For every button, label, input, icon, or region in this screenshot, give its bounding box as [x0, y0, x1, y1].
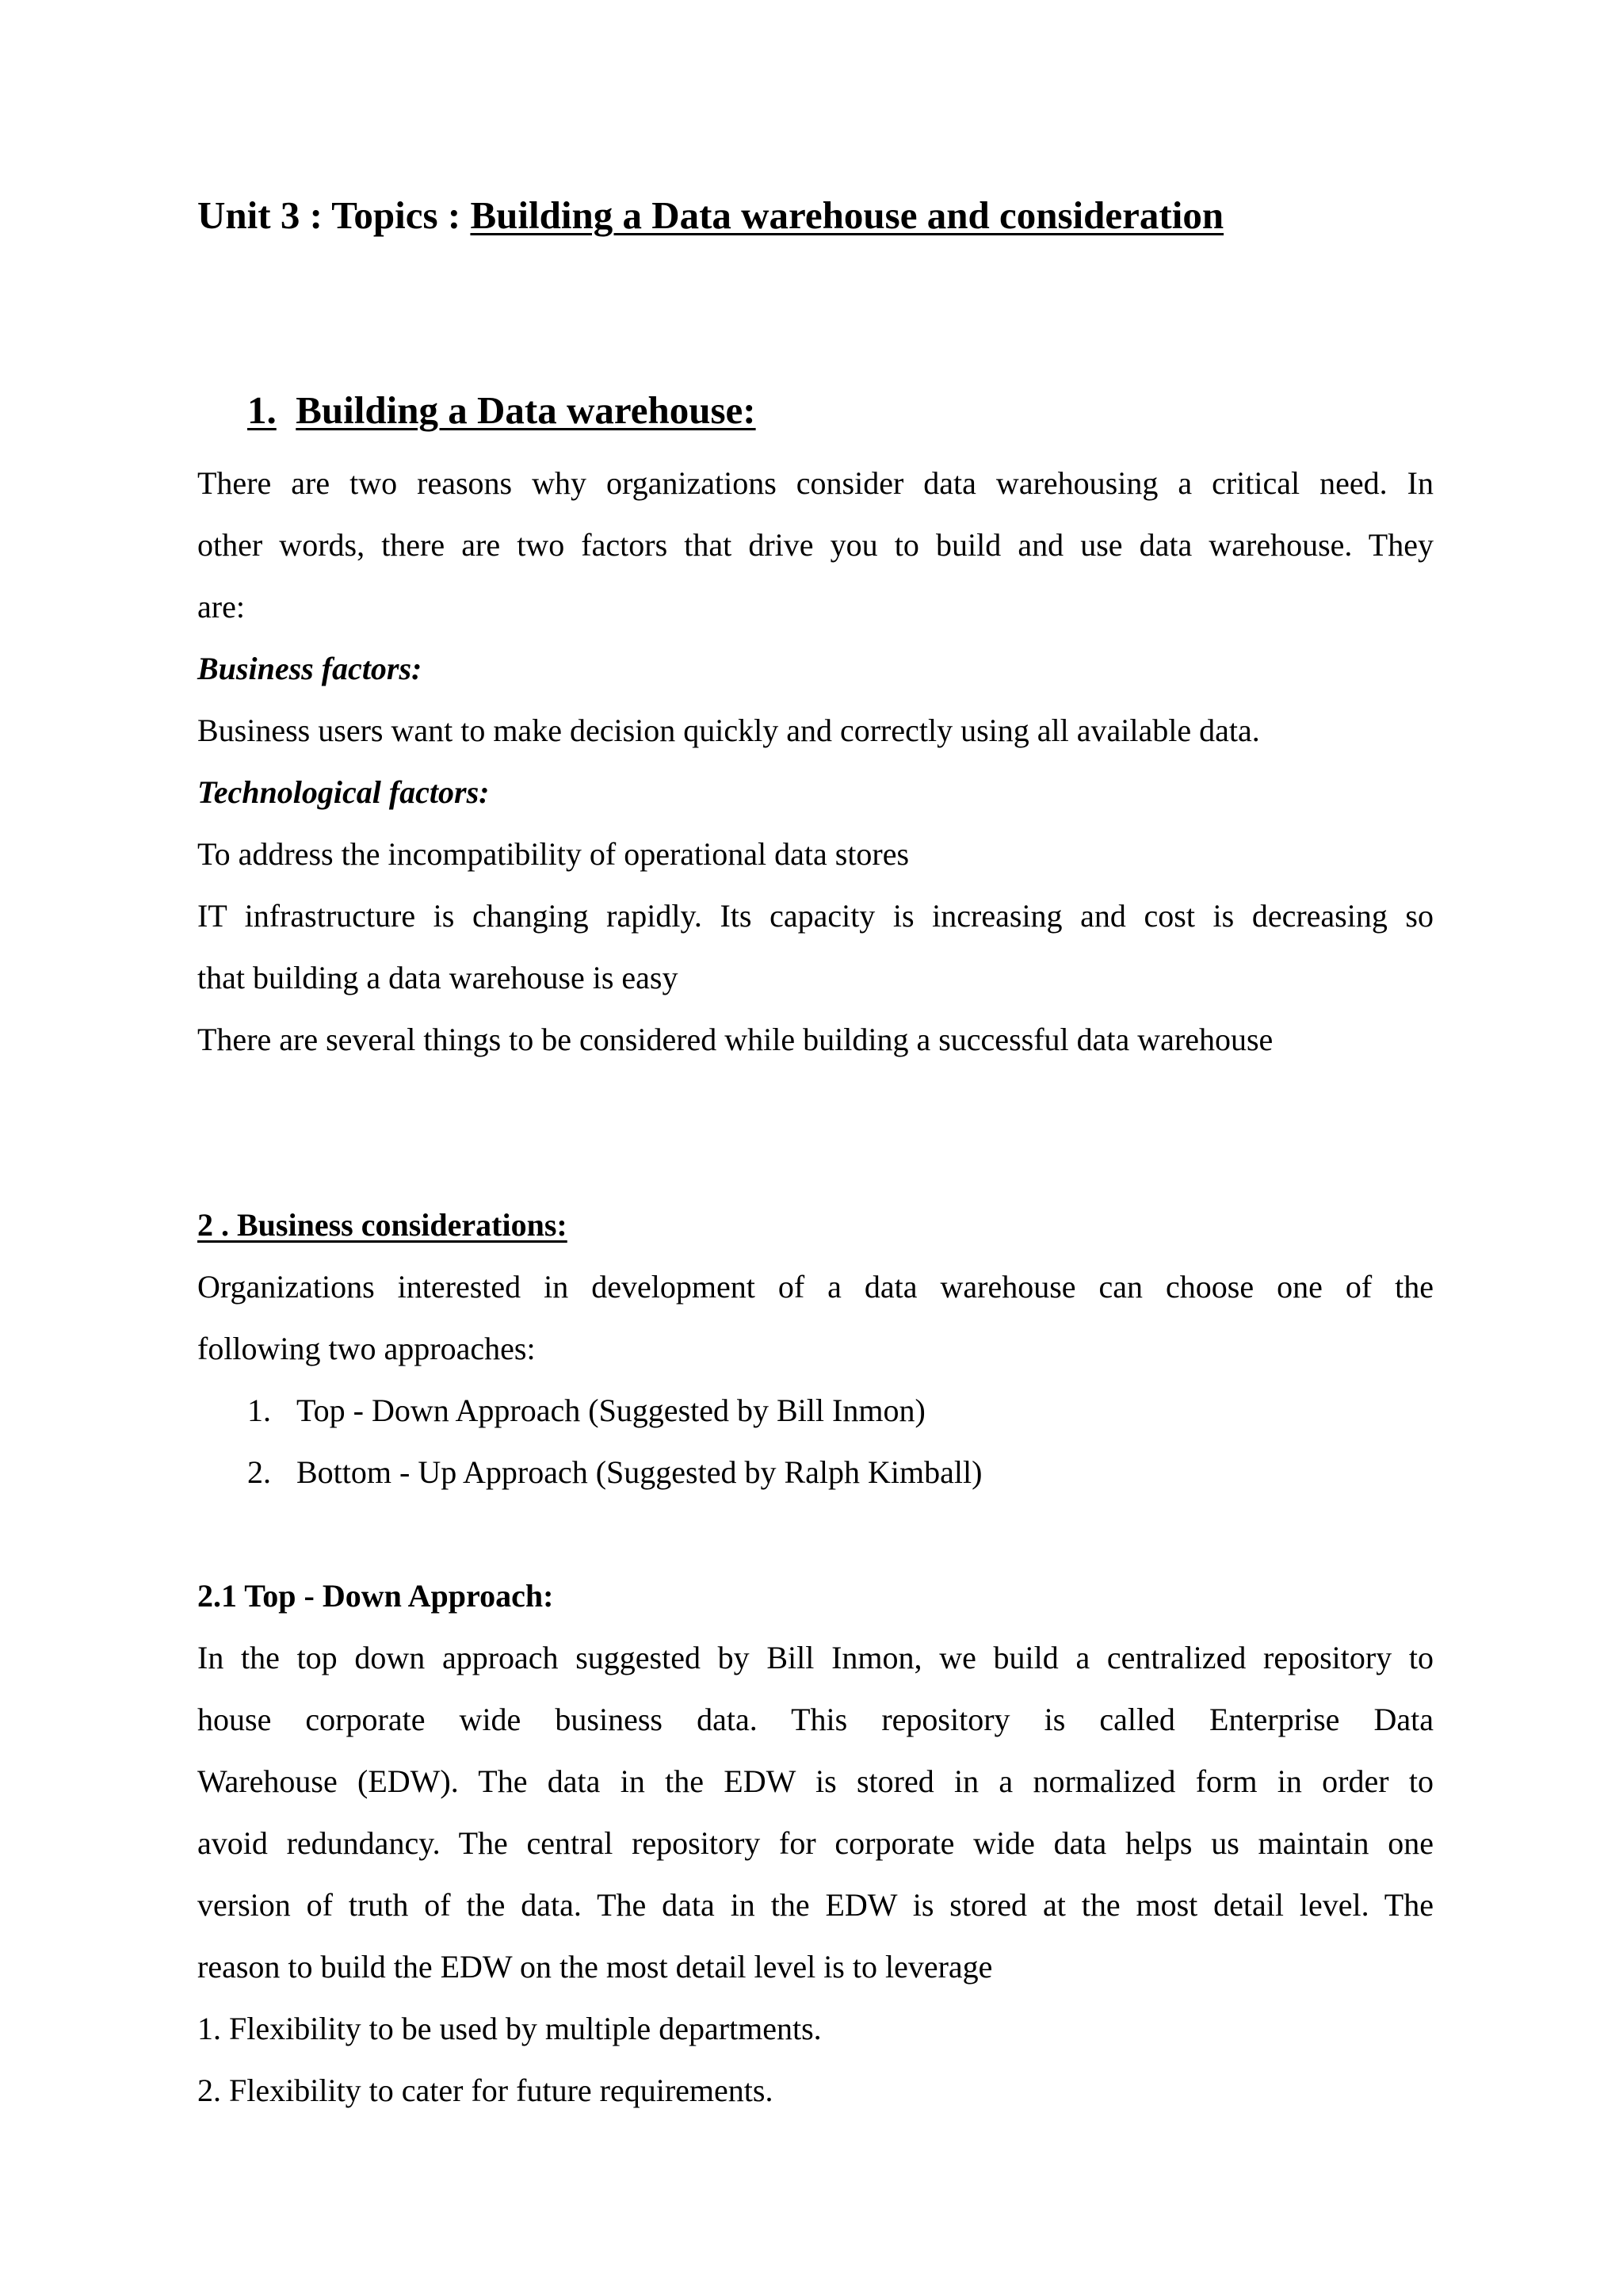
- title-topic: Building a Data warehouse and consideration: [470, 193, 1224, 237]
- section2-1-line-4: avoid redundancy. The central repository for corporate wide data helps us maintain one: [197, 1825, 1434, 1861]
- reason-item-1: 1. Flexibility to be used by multiple departments.: [197, 2011, 822, 2046]
- section2-1-heading: 2.1 Top - Down Approach:: [197, 1578, 554, 1614]
- section1-title: Building a Data warehouse:: [296, 388, 756, 432]
- section2-heading: 2 . Business considerations:: [197, 1207, 567, 1243]
- business-factors-label: Business factors:: [197, 651, 422, 686]
- section2-intro-line-2: following two approaches:: [197, 1331, 536, 1366]
- approach-item-2: [247, 1454, 982, 1492]
- approach-text-2: Bottom - Up Approach (Suggested by Ralph Kimball): [296, 1454, 983, 1490]
- approach-number-1: 1.: [247, 1392, 271, 1428]
- section1-number: 1.: [247, 388, 277, 432]
- section1-intro-line-3: are:: [197, 589, 245, 625]
- approach-item-1: [247, 1392, 926, 1430]
- tech-line-4: There are several things to be considered while building a successful data warehouse: [197, 1022, 1274, 1057]
- section1-intro-line-2: other words, there are two factors that drive you to build and use data warehouse. They: [197, 527, 1434, 563]
- section1-heading: [247, 388, 756, 432]
- title-prefix: Unit 3 : Topics :: [197, 193, 471, 237]
- tech-line-3: that building a data warehouse is easy: [197, 960, 678, 995]
- business-factors-text: Business users want to make decision quickly and correctly using all available data.: [197, 712, 1260, 748]
- section2-1-line-6: reason to build the EDW on the most detail level is to leverage: [197, 1949, 993, 1985]
- section1-intro-line-1: There are two reasons why organizations consider data warehousing a critical need. In: [197, 465, 1434, 501]
- tech-line-1: To address the incompatibility of operational data stores: [197, 836, 910, 872]
- reason-item-2: 2. Flexibility to cater for future requirements.: [197, 2073, 773, 2108]
- technological-factors-label: Technological factors:: [197, 774, 490, 810]
- section2-1-line-5: version of truth of the data. The data in the EDW is stored at the most detail level. The: [197, 1887, 1434, 1923]
- section2-1-line-3: Warehouse (EDW). The data in the EDW is stored in a normalized form in order to: [197, 1763, 1434, 1799]
- section2-1-line-2: house corporate wide business data. This repository is called Enterprise Data: [197, 1702, 1434, 1737]
- approach-number-2: 2.: [247, 1454, 271, 1490]
- section2-intro-line-1: Organizations interested in development of a data warehouse can choose one of the: [197, 1269, 1434, 1305]
- approach-text-1: Top - Down Approach (Suggested by Bill Inmon): [296, 1392, 926, 1428]
- section2-1-line-1: In the top down approach suggested by Bill Inmon, we build a centralized repository to: [197, 1640, 1434, 1675]
- page-title: [197, 193, 1224, 237]
- tech-line-2: IT infrastructure is changing rapidly. Its capacity is increasing and cost is decreasing so: [197, 898, 1434, 934]
